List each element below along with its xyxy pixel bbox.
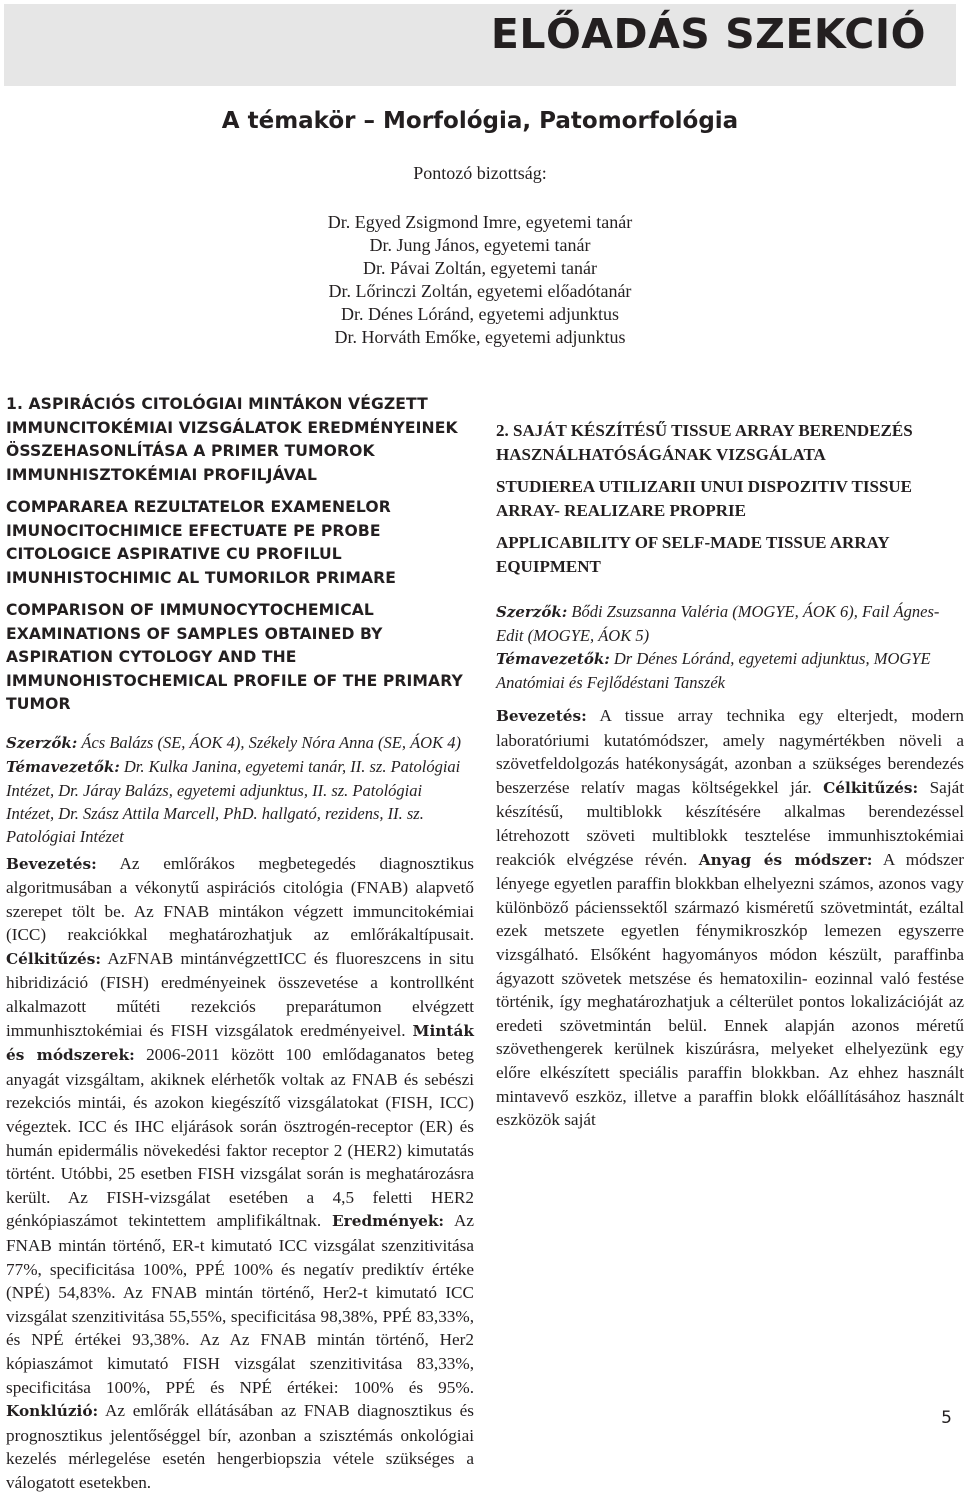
section-title: ELŐADÁS SZEKCIÓ [490,10,926,58]
committee-member: Dr. Jung János, egyetemi tanár [369,235,591,255]
abstract1-title-hu: 1. ASPIRÁCIÓS CITOLÓGIAI MINTÁKON VÉGZETT IMMUNCITOKÉMIAI VIZSGÁLATOK EREDMÉNYEINEK ÖSSZEHASONLÍTÁSA A PRIMER TUMOROK IMMUNHISZTOKÉMIAI PROFILJÁVAL [6,395,458,484]
abstract1-supervisors-label: Témavezetők: [6,757,120,776]
abstract2-title-ro: STUDIEREA UTILIZARII UNUI DISPOZITIV TISSUE ARRAY- REALIZARE PROPRIE [496,477,913,520]
abstract2-supervisors-text: Dr Dénes Lóránd, egyetemi adjunktus, MOGYE Anatómiai és Fejlődéstani Tanszék [496,649,931,692]
abstract1-supervisors-text: Dr. Kulka Janina, egyetemi tanár, II. sz. Patológiai Intézet, Dr. Járay Balázs, egyetemi adjunktus, II. sz. Patológiai Intézet, Dr. Szász Attila Marcell, PhD. hallgató, rezidens, II. sz. Patológiai Intézet [6,756,461,846]
abstract1-intro-label: Bevezetés: [6,854,97,873]
committee-member: Dr. Dénes Lóránd, egyetemi adjunktus [341,304,619,324]
abstract2-body [496,704,964,1132]
abstract1-results-label: Eredmények: [332,1212,445,1231]
page-number: 5 [941,1408,952,1428]
committee-title: Pontozó bizottság: [413,163,547,183]
committee-member: Dr. Horváth Emőke, egyetemi adjunktus [334,327,626,347]
abstract1-authors-label: Szerzők: [6,733,78,752]
abstract2-title-en: APPLICABILITY OF SELF-MADE TISSUE ARRAY EQUIPMENT [496,533,889,576]
committee-member: Dr. Lőrinczi Zoltán, egyetemi előadótanár [328,281,632,301]
abstract2-aim: Saját készítésű, multiblokk készítésére alkalmas berendezéssel létrehozott szöveti multiblokk tesztelése immunhisztokémiai reakciók elvégzése révén. [496,777,964,869]
abstract2-methods: A módszer lényege egyetlen paraffin blokkban elhelyezni számos, azonos vagy különböző pácienssektől származó kisméretű szövetmintát, ezáltal ezek metszete egyetlen fénymikroszkóp lemezen egyszerre vizsgálható. Elsőként hagyományos módon készült, paraffinba ágyazott szövetek metszése és hematoxilin- eozinnal való festése történik, így meghatározhatjuk a célterület pontos lokalizációját az eredeti szövetmintán belül. Ennek alapján azonos méretű szövethengerek kerülnek kiszúrásra, melyeket elhelyezünk egy előre elkészített speciális paraffin blokkban. Az ehhez használt mintavevő eszköz, illetve a paraffin blokk előállításához használt eszközök saját [496,849,964,1130]
abstract2-intro-label: Bevezetés: [496,707,587,725]
committee-member: Dr. Pávai Zoltán, egyetemi tanár [363,258,597,278]
abstract1-methods: 2006-2011 között 100 emlődaganatos beteg anyagát vizsgáltam, akiknek elérhetők voltak az FNAB és sebészi rezekciós mintái, és azokon kiegészítő vizsgálatokat (FISH, ICC) végeztek. ICC és IHC eljárások során ösztrogén-receptor (ER) és humán epidermális növekedési faktor receptor 2 (HER2) kimutatás történt. Utóbbi, 25 esetben FISH vizsgálat során is meghatározásra került. Az FISH-vizsgálat esetében a 4,5 feletti HER2 génkópiaszámot tekintettem amplifikáltnak. [6,1045,475,1231]
abstract2-authors-text: Bődi Zsuzsanna Valéria (MOGYE, ÁOK 6), Fail Ágnes-Edit (MOGYE, ÁOK 5) [496,602,940,645]
abstract2-supervisors-label: Témavezetők: [496,650,610,668]
abstract2-title-hu: 2. SAJÁT KÉSZÍTÉSŰ TISSUE ARRAY BERENDEZÉS HASZNÁLHATÓSÁGÁNAK VIZSGÁLATA [496,421,913,464]
abstract1-aim-label: Célkitűzés: [6,949,101,968]
abstract1-results: Az FNAB mintán történő, ER-t kimutató ICC vizsgálat szenzitivitása 77%, specificitása 100%, PPÉ 100% és negatív prediktív értéke (NPÉ) 54,83%. Az FNAB mintán történő, Her2-t kimutató ICC vizsgálat szenzitivitása 55,55%, specificitása 98,38%, PPÉ 83,33%, és NPÉ értékei 93,38%. Az Az FNAB mintán történő, Her2 kópiaszámot kimutató FISH vizsgálat szenzitivitása 83,33%, specificitása 100%, PPÉ és NPÉ értékei: 100% és 95%. [6,1211,475,1397]
abstract1-body [6,852,474,1495]
abstract2-authors [496,600,964,694]
abstract1-conclusion-label: Konklúzió: [6,1402,99,1421]
right-column [496,393,964,1132]
topic-heading: A témakör – Morfológia, Patomorfológia [221,108,739,134]
abstract2-authors-label: Szerzők: [496,603,568,621]
abstract1-authors [6,731,474,848]
abstract2-intro: A tissue array technika egy elterjedt, modern laboratóriumi kutatómódszer, amely nagymértékben növeli a szövetfeldolgozás hatékonyságát, azonban a szükséges berendezés beszerzése relatív magas költségekkel jár. [496,706,964,797]
abstract2-aim-label: Célkitűzés: [823,778,919,797]
abstract1-conclusion: Az emlőrák ellátásában az FNAB diagnosztikus és prognosztikus jelentőséggel bír, azonban a szisztémás onkológiai kezelés mérlegelése esetén hengerbiopszia vétele szükséges a válogatott esetekben. [6,1401,474,1492]
abstract1-authors-text: Ács Balázs (SE, ÁOK 4), Székely Nóra Anna (SE, ÁOK 4) [81,732,461,752]
left-column [6,393,474,1495]
committee-chair: Dr. Egyed Zsigmond Imre, egyetemi tanár [327,212,633,232]
committee-members [0,211,960,349]
abstract1-title-ro: COMPARAREA REZULTATELOR EXAMENELOR IMUNOCITOCHIMICE EFECTUATE PE PROBE CITOLOGICE ASPIRATIVE CU PROFILUL IMUNHISTOCHIMIC AL TUMORILOR PRIMARE [6,498,396,587]
abstract1-intro: Az emlőrákos megbetegedés diagnosztikus algoritmusában a vékonytű aspirációs citológia (FNAB) alapvető szerepet tölt be. Az FNAB mintákon végzett immuncitokémiai (ICC) reakciókkal meghatározhatjuk az emlőrákaltípusait. [6,853,474,945]
abstract1-methods-label: Minták és módszerek: [6,1021,474,1065]
abstract1-title-en: COMPARISON OF IMMUNOCYTOCHEMICAL EXAMINATIONS OF SAMPLES OBTAINED BY ASPIRATION CYTOLOGY AND THE IMMUNOHISTOCHEMICAL PROFILE OF THE PRIMARY TUMOR [6,601,463,713]
abstract2-methods-label: Anyag és módszer: [698,850,873,869]
section-banner [4,4,956,86]
abstract1-aim: AzFNAB mintánvégzettICC és fluoreszcens in situ hibridizáció (FISH) eredményeinek összevetése a kontrollként alkalmazott műtéti rezekciós preparátumon elvégzett immunhisztokémiai és FISH vizsgálatok eredményeivel. [6,948,474,1040]
